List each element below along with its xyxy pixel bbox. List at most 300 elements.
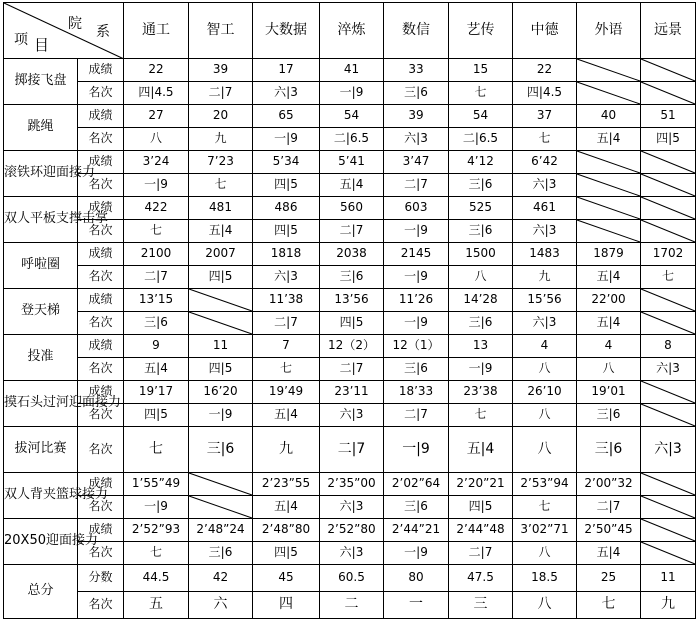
empty-cell [577, 82, 641, 105]
empty-cell-diagonal [641, 381, 695, 403]
value-cell: 七 [253, 358, 320, 381]
empty-cell-diagonal [189, 496, 252, 518]
value-cell: 四|5 [641, 128, 696, 151]
value-cell: 五|4 [577, 266, 641, 289]
empty-cell [641, 519, 696, 542]
value-cell: 2’48”24 [189, 519, 253, 542]
value-cell: 二|7 [320, 358, 384, 381]
empty-cell [577, 220, 641, 243]
value-cell: 2’53”94 [513, 473, 577, 496]
value-cell: 3’47 [384, 151, 449, 174]
value-cell: 九 [189, 128, 253, 151]
value-cell: 四|4.5 [124, 82, 189, 105]
empty-cell-diagonal [641, 197, 695, 219]
value-cell: 四|5 [449, 496, 513, 519]
dept-header: 大数据 [253, 3, 320, 59]
header-row [4, 3, 696, 59]
row-kind-label: 名次 [78, 427, 124, 473]
value-cell: 七 [513, 496, 577, 519]
value-cell: 二|7 [384, 404, 449, 427]
score-table [3, 2, 696, 619]
empty-cell [641, 496, 696, 519]
value-cell: 五|4 [124, 358, 189, 381]
value-cell: 八 [577, 358, 641, 381]
row-kind-label: 名次 [78, 496, 124, 519]
value-cell: 6’42 [513, 151, 577, 174]
dept-header: 数信 [384, 3, 449, 59]
value-cell: 5’34 [253, 151, 320, 174]
event-score-row [4, 289, 696, 312]
value-cell: 37 [513, 105, 577, 128]
value-cell: 一|9 [124, 496, 189, 519]
value-cell: 23’38 [449, 381, 513, 404]
value-cell: 四|5 [189, 266, 253, 289]
value-cell: 2’50”45 [577, 519, 641, 542]
value-cell: 17 [253, 59, 320, 82]
empty-cell [641, 59, 696, 82]
value-cell: 三|6 [124, 312, 189, 335]
value-cell: 四 [253, 592, 320, 619]
value-cell: 三|6 [189, 427, 253, 473]
value-cell: 七 [124, 427, 189, 473]
value-cell: 461 [513, 197, 577, 220]
row-kind-label: 名次 [78, 358, 124, 381]
value-cell: 六|3 [320, 404, 384, 427]
value-cell: 三|6 [384, 496, 449, 519]
event-rank-row [4, 404, 696, 427]
value-cell: 26’10 [513, 381, 577, 404]
value-cell: 七 [449, 404, 513, 427]
value-cell: 2100 [124, 243, 189, 266]
event-score-row [4, 243, 696, 266]
event-score-row [4, 335, 696, 358]
row-kind-label: 分数 [78, 565, 124, 592]
value-cell: 2’02”64 [384, 473, 449, 496]
empty-cell [189, 496, 253, 519]
value-cell: 三|6 [577, 404, 641, 427]
value-cell: 二|7 [253, 312, 320, 335]
value-cell: 三|6 [189, 542, 253, 565]
value-cell: 七 [124, 220, 189, 243]
value-cell: 六|3 [384, 128, 449, 151]
value-cell: 2’00”32 [577, 473, 641, 496]
event-rank-row [4, 128, 696, 151]
value-cell: 五|4 [189, 220, 253, 243]
value-cell: 11’38 [253, 289, 320, 312]
value-cell: 13’56 [320, 289, 384, 312]
value-cell: 八 [513, 358, 577, 381]
value-cell: 六|3 [513, 174, 577, 197]
value-cell: 一|9 [384, 266, 449, 289]
value-cell: 四|5 [253, 542, 320, 565]
value-cell: 七 [189, 174, 253, 197]
event-name: 总分 [4, 565, 78, 619]
event-name: 拔河比赛 [4, 427, 78, 473]
value-cell: 2’23”55 [253, 473, 320, 496]
empty-cell-diagonal [189, 289, 252, 311]
empty-cell-diagonal [577, 197, 640, 219]
value-cell: 一|9 [320, 82, 384, 105]
value-cell: 481 [189, 197, 253, 220]
value-cell: 8 [641, 335, 696, 358]
value-cell: 五 [124, 592, 189, 619]
value-cell: 二|6.5 [320, 128, 384, 151]
row-kind-label: 成绩 [78, 519, 124, 542]
empty-cell [641, 220, 696, 243]
empty-cell-diagonal [641, 404, 695, 426]
value-cell: 22 [124, 59, 189, 82]
value-cell: 七 [577, 592, 641, 619]
event-rank-row [4, 496, 696, 519]
value-cell: 八 [124, 128, 189, 151]
value-cell: 七 [641, 266, 696, 289]
value-cell: 20 [189, 105, 253, 128]
empty-cell-diagonal [641, 289, 695, 311]
value-cell: 八 [513, 542, 577, 565]
row-kind-label: 成绩 [78, 59, 124, 82]
empty-cell [189, 312, 253, 335]
value-cell: 22 [513, 59, 577, 82]
value-cell: 二|7 [384, 174, 449, 197]
dept-header: 通工 [124, 3, 189, 59]
value-cell: 14’28 [449, 289, 513, 312]
empty-cell-diagonal [641, 174, 695, 196]
value-cell: 1483 [513, 243, 577, 266]
row-kind-label: 成绩 [78, 289, 124, 312]
event-rank-row [4, 312, 696, 335]
row-kind-label: 名次 [78, 82, 124, 105]
value-cell: 486 [253, 197, 320, 220]
empty-cell [641, 404, 696, 427]
value-cell: 9 [124, 335, 189, 358]
row-kind-label: 名次 [78, 404, 124, 427]
value-cell: 八 [513, 427, 577, 473]
value-cell: 二|7 [577, 496, 641, 519]
event-score-row [4, 197, 696, 220]
empty-cell-diagonal [641, 151, 695, 173]
value-cell: 19’01 [577, 381, 641, 404]
value-cell: 54 [449, 105, 513, 128]
value-cell: 六|3 [641, 358, 696, 381]
empty-cell-diagonal [641, 220, 695, 242]
value-cell: 4 [513, 335, 577, 358]
row-kind-label: 名次 [78, 266, 124, 289]
value-cell: 五|4 [577, 312, 641, 335]
value-cell: 三|6 [449, 174, 513, 197]
empty-cell [577, 197, 641, 220]
event-name: 登天梯 [4, 289, 78, 335]
row-kind-label: 成绩 [78, 335, 124, 358]
value-cell: 三|6 [320, 266, 384, 289]
value-cell: 八 [449, 266, 513, 289]
value-cell: 2145 [384, 243, 449, 266]
empty-cell-diagonal [577, 174, 640, 196]
value-cell: 42 [189, 565, 253, 592]
value-cell: 六|3 [253, 266, 320, 289]
value-cell: 一|9 [384, 542, 449, 565]
value-cell: 19’49 [253, 381, 320, 404]
row-kind-label: 名次 [78, 592, 124, 619]
value-cell: 三|6 [384, 82, 449, 105]
value-cell: 525 [449, 197, 513, 220]
event-name: 跳绳 [4, 105, 78, 151]
empty-cell-diagonal [189, 312, 252, 334]
value-cell: 1500 [449, 243, 513, 266]
value-cell: 五|4 [253, 404, 320, 427]
empty-cell-diagonal [577, 151, 640, 173]
value-cell: 65 [253, 105, 320, 128]
total-rank-row [4, 592, 696, 619]
empty-cell-diagonal [189, 473, 252, 495]
value-cell: 一|9 [449, 358, 513, 381]
value-cell: 560 [320, 197, 384, 220]
row-kind-label: 名次 [78, 542, 124, 565]
row-kind-label: 名次 [78, 220, 124, 243]
empty-cell-diagonal [641, 496, 695, 518]
value-cell: 13 [449, 335, 513, 358]
value-cell: 五|4 [253, 496, 320, 519]
event-score-row [4, 59, 696, 82]
value-cell: 422 [124, 197, 189, 220]
empty-cell-diagonal [577, 220, 640, 242]
value-cell: 60.5 [320, 565, 384, 592]
value-cell: 七 [449, 82, 513, 105]
value-cell: 四|5 [253, 220, 320, 243]
empty-cell-diagonal [577, 59, 640, 81]
value-cell: 2’52”93 [124, 519, 189, 542]
value-cell: 二|7 [449, 542, 513, 565]
event-name: 20X50迎面接力 [4, 519, 78, 565]
value-cell: 1818 [253, 243, 320, 266]
empty-cell [641, 381, 696, 404]
empty-cell-diagonal [641, 82, 695, 104]
value-cell: 2038 [320, 243, 384, 266]
value-cell: 2’44”21 [384, 519, 449, 542]
value-cell: 22’00 [577, 289, 641, 312]
event-score-row [4, 105, 696, 128]
corner-dept-a: 院 [68, 16, 82, 32]
event-score-row [4, 381, 696, 404]
value-cell: 44.5 [124, 565, 189, 592]
dept-header: 淬炼 [320, 3, 384, 59]
value-cell: 45 [253, 565, 320, 592]
value-cell: 一|9 [384, 427, 449, 473]
corner-proj-b: 目 [34, 36, 50, 54]
value-cell: 一|9 [384, 220, 449, 243]
value-cell: 1879 [577, 243, 641, 266]
event-name: 双人背夹篮球接力 [4, 473, 78, 519]
value-cell: 603 [384, 197, 449, 220]
event-name: 呼啦圈 [4, 243, 78, 289]
value-cell: 一|9 [384, 312, 449, 335]
row-kind-label: 成绩 [78, 197, 124, 220]
tug-of-war-row [4, 427, 696, 473]
value-cell: 19’17 [124, 381, 189, 404]
event-name: 掷接飞盘 [4, 59, 78, 105]
row-kind-label: 名次 [78, 174, 124, 197]
value-cell: 12（1） [384, 335, 449, 358]
value-cell: 六|3 [513, 220, 577, 243]
value-cell: 2’35”00 [320, 473, 384, 496]
empty-cell-diagonal [641, 542, 695, 564]
value-cell: 五|4 [577, 542, 641, 565]
event-score-row [4, 519, 696, 542]
event-rank-row [4, 174, 696, 197]
value-cell: 12（2） [320, 335, 384, 358]
value-cell: 15’56 [513, 289, 577, 312]
value-cell: 四|5 [124, 404, 189, 427]
value-cell: 16’20 [189, 381, 253, 404]
empty-cell [641, 82, 696, 105]
event-rank-row [4, 220, 696, 243]
value-cell: 三 [449, 592, 513, 619]
value-cell: 25 [577, 565, 641, 592]
value-cell: 九 [513, 266, 577, 289]
row-kind-label: 成绩 [78, 473, 124, 496]
value-cell: 一|9 [189, 404, 253, 427]
value-cell: 八 [513, 404, 577, 427]
empty-cell [577, 151, 641, 174]
row-kind-label: 成绩 [78, 105, 124, 128]
row-kind-label: 成绩 [78, 151, 124, 174]
empty-cell-diagonal [577, 82, 640, 104]
value-cell: 一|9 [124, 174, 189, 197]
value-cell: 四|5 [189, 358, 253, 381]
value-cell: 六|3 [320, 542, 384, 565]
value-cell: 2007 [189, 243, 253, 266]
value-cell: 3’24 [124, 151, 189, 174]
value-cell: 一|9 [253, 128, 320, 151]
empty-cell [577, 174, 641, 197]
event-name: 双人平板支撑击掌 [4, 197, 78, 243]
value-cell: 一 [384, 592, 449, 619]
event-score-row [4, 151, 696, 174]
value-cell: 13’15 [124, 289, 189, 312]
corner-cell [4, 3, 124, 59]
corner-dept-b: 系 [96, 24, 110, 40]
empty-cell [641, 289, 696, 312]
dept-header: 智工 [189, 3, 253, 59]
empty-cell-diagonal [641, 519, 695, 541]
value-cell: 41 [320, 59, 384, 82]
value-cell: 11 [189, 335, 253, 358]
value-cell: 三|6 [577, 427, 641, 473]
table-body [4, 3, 696, 619]
value-cell: 二|7 [320, 220, 384, 243]
value-cell: 六 [189, 592, 253, 619]
event-name: 摸石头过河迎面接力 [4, 381, 78, 427]
value-cell: 2’20”21 [449, 473, 513, 496]
empty-cell-diagonal [641, 312, 695, 334]
value-cell: 二 [320, 592, 384, 619]
value-cell: 40 [577, 105, 641, 128]
value-cell: 1702 [641, 243, 696, 266]
value-cell: 五|4 [320, 174, 384, 197]
empty-cell [641, 542, 696, 565]
event-rank-row [4, 82, 696, 105]
value-cell: 11’26 [384, 289, 449, 312]
value-cell: 2’52”80 [320, 519, 384, 542]
value-cell: 7 [253, 335, 320, 358]
empty-cell-diagonal [641, 59, 695, 81]
value-cell: 4’12 [449, 151, 513, 174]
value-cell: 3’02”71 [513, 519, 577, 542]
empty-cell [189, 473, 253, 496]
value-cell: 4 [577, 335, 641, 358]
row-kind-label: 成绩 [78, 243, 124, 266]
value-cell: 1’55”49 [124, 473, 189, 496]
value-cell: 23’11 [320, 381, 384, 404]
value-cell: 11 [641, 565, 696, 592]
value-cell: 三|6 [384, 358, 449, 381]
value-cell: 五|4 [577, 128, 641, 151]
event-rank-row [4, 266, 696, 289]
value-cell: 33 [384, 59, 449, 82]
empty-cell-diagonal [641, 473, 695, 495]
value-cell: 六|3 [320, 496, 384, 519]
value-cell: 7’23 [189, 151, 253, 174]
value-cell: 二|7 [320, 427, 384, 473]
value-cell: 二|7 [189, 82, 253, 105]
event-name: 投准 [4, 335, 78, 381]
event-name: 滚铁环迎面接力 [4, 151, 78, 197]
value-cell: 四|4.5 [513, 82, 577, 105]
empty-cell [641, 174, 696, 197]
value-cell: 2’48”80 [253, 519, 320, 542]
value-cell: 九 [253, 427, 320, 473]
event-rank-row [4, 542, 696, 565]
value-cell: 四|5 [320, 312, 384, 335]
value-cell: 八 [513, 592, 577, 619]
dept-header: 外语 [577, 3, 641, 59]
value-cell: 二|7 [124, 266, 189, 289]
value-cell: 三|6 [449, 312, 513, 335]
value-cell: 六|3 [641, 427, 696, 473]
value-cell: 五|4 [449, 427, 513, 473]
value-cell: 27 [124, 105, 189, 128]
value-cell: 六|3 [253, 82, 320, 105]
value-cell: 47.5 [449, 565, 513, 592]
value-cell: 5’41 [320, 151, 384, 174]
value-cell: 18.5 [513, 565, 577, 592]
total-points-row [4, 565, 696, 592]
row-kind-label: 名次 [78, 312, 124, 335]
event-score-row [4, 473, 696, 496]
value-cell: 三|6 [449, 220, 513, 243]
value-cell: 54 [320, 105, 384, 128]
value-cell: 七 [513, 128, 577, 151]
value-cell: 15 [449, 59, 513, 82]
empty-cell [641, 473, 696, 496]
value-cell: 39 [384, 105, 449, 128]
value-cell: 九 [641, 592, 696, 619]
event-rank-row [4, 358, 696, 381]
corner-proj-a: 项 [14, 32, 28, 48]
value-cell: 80 [384, 565, 449, 592]
dept-header: 远景 [641, 3, 696, 59]
empty-cell [641, 151, 696, 174]
empty-cell [641, 312, 696, 335]
row-kind-label: 名次 [78, 128, 124, 151]
value-cell: 六|3 [513, 312, 577, 335]
row-kind-label: 成绩 [78, 381, 124, 404]
empty-cell [577, 59, 641, 82]
value-cell: 四|5 [253, 174, 320, 197]
empty-cell [641, 197, 696, 220]
value-cell: 二|6.5 [449, 128, 513, 151]
empty-cell [189, 289, 253, 312]
value-cell: 51 [641, 105, 696, 128]
